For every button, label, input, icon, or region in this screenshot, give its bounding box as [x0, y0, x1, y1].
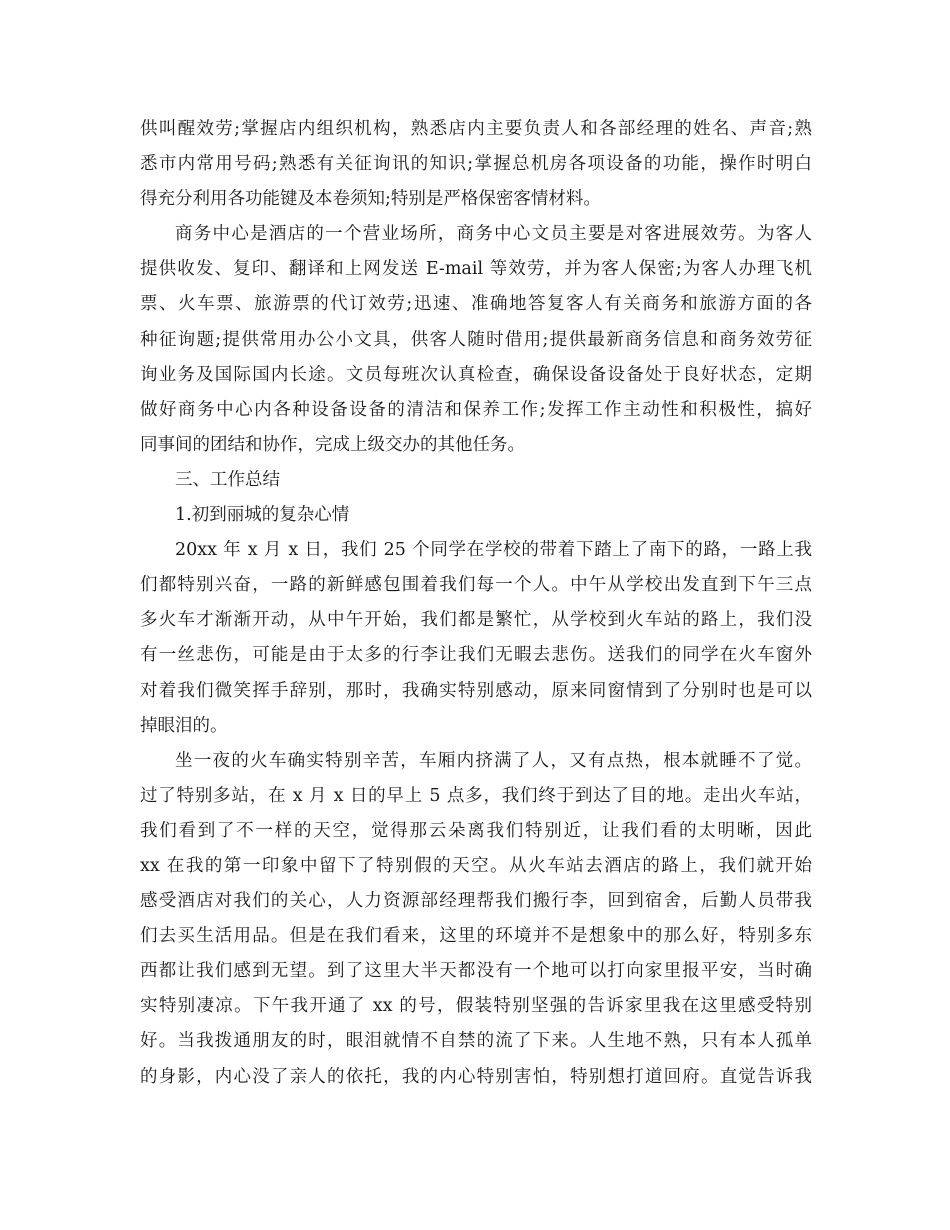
body-text [140, 112, 812, 1095]
text-line: 好。当我拨通朋友的时，眼泪就情不自禁的流了下来。人生地不熟，只有本人孤单 [140, 1031, 812, 1052]
text-line: 们去买生活用品。但是在我们看来，这里的环境并不是想象中的那么好，特别多东 [140, 926, 812, 947]
text-line: 我们看到了不一样的天空，觉得那云朵离我们特别近，让我们看的太明晰，因此 [140, 820, 812, 841]
text-line: 感受酒店对我们的关心，人力资源部经理帮我们搬行李，回到宿舍，后勤人员带我 [140, 891, 812, 912]
section-heading: 三、工作总结 [175, 469, 280, 490]
text-line: 种征询题;提供常用办公小文具，供客人随时借用;提供最新商务信息和商务效劳征 [140, 329, 812, 350]
text-line: 有一丝悲伤，可能是由于太多的行李让我们无暇去悲伤。送我们的同学在火车窗外 [140, 645, 812, 666]
text-line: 供叫醒效劳;掌握店内组织机构，熟悉店内主要负责人和各部经理的姓名、声音;熟 [140, 119, 812, 139]
subsection-heading: 1.初到丽城的复杂心情 [175, 505, 350, 526]
paragraph-end-line: 同事间的团结和协作，完成上级交办的其他任务。 [140, 434, 525, 455]
paragraph-end-line: 掉眼泪的。 [140, 715, 228, 736]
text-line: 多火车才渐渐开动，从中午开始，我们都是繁忙，从学校到火车站的路上，我们没 [140, 610, 812, 631]
paragraph-end-line: 得充分利用各功能键及本卷须知;特别是严格保密客情材料。 [140, 189, 601, 210]
text-line: 做好商务中心内各种设备设备的清洁和保养工作;发挥工作主动性和积极性，搞好 [140, 399, 812, 420]
text-line: 悉市内常用号码;熟悉有关征询讯的知识;掌握总机房各项设备的功能，操作时明白 [140, 154, 812, 175]
text-line: 的身影，内心没了亲人的依托，我的内心特别害怕，特别想打道回府。直觉告诉我 [140, 1066, 812, 1087]
text-line: 西都让我们感到无望。到了这里大半天都没有一个地可以打向家里报平安，当时确 [140, 961, 812, 982]
text-line: 票、火车票、旅游票的代订效劳;迅速、准确地答复客人有关商务和旅游方面的各 [140, 294, 812, 315]
text-line: 提供收发、复印、翻译和上网发送 E-mail 等效劳，并为客人保密;为客人办理飞机 [140, 259, 812, 280]
paragraph-first-line: 坐一夜的火车确实特别辛苦，车厢内挤满了人，又有点热，根本就睡不了觉。 [175, 750, 812, 771]
paragraph-first-line: 20xx 年 x 月 x 日，我们 25 个同学在学校的带着下踏上了南下的路，一路上我 [175, 540, 812, 561]
text-line: xx 在我的第一印象中留下了特别假的天空。从火车站去酒店的路上，我们就开始 [140, 855, 812, 876]
paragraph-first-line: 商务中心是酒店的一个营业场所，商务中心文员主要是对客进展效劳。为客人 [175, 224, 812, 245]
text-line: 实特别凄凉。下午我开通了 xx 的号，假装特别坚强的告诉家里我在这里感受特别 [140, 996, 812, 1017]
text-line: 询业务及国际国内长途。文员每班次认真检查，确保设备设备处于良好状态，定期 [140, 364, 812, 385]
text-line: 对着我们微笑挥手辞别，那时，我确实特别感动，原来同窗情到了分别时也是可以 [140, 680, 812, 701]
text-line: 过了特别多站，在 x 月 x 日的早上 5 点多，我们终于到达了目的地。走出火车站， [140, 785, 812, 806]
text-line: 们都特别兴奋，一路的新鲜感包围着我们每一个人。中午从学校出发直到下午三点 [140, 575, 812, 596]
